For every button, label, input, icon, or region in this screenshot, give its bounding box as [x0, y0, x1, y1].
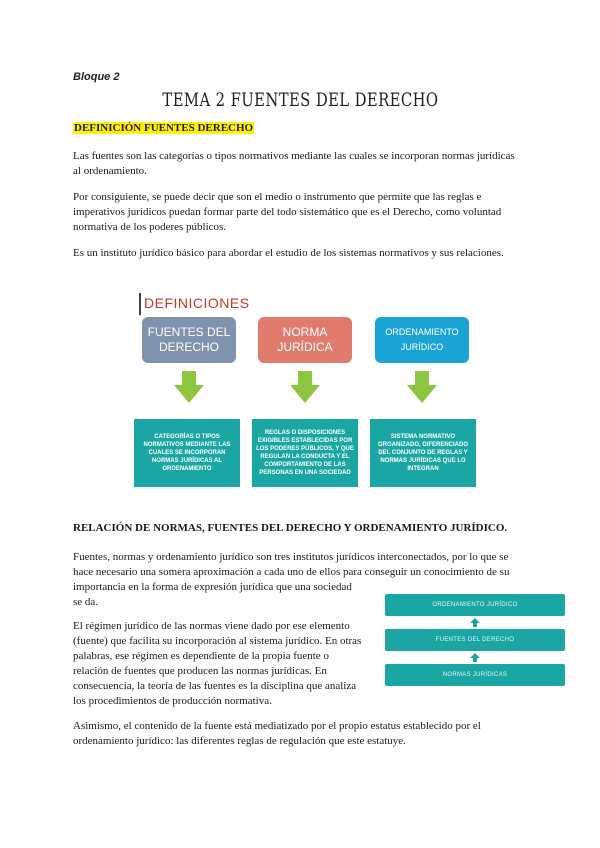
paragraph: Asimismo, el contenido de la fuente está mediatizado por el propio estatus establecido por el ordenamiento jurídico: las diferentes reglas de regulación que este estatuye.	[73, 720, 481, 747]
relation-diagram	[385, 592, 565, 692]
definition-box-ordenamiento	[370, 419, 476, 487]
concept-label: ORDENAMIENTO JURÍDICO	[385, 327, 459, 352]
definitions-diagram	[122, 277, 485, 499]
definition-box-norma	[252, 419, 358, 487]
relation-label: NORMAS JURÍDICAS	[442, 672, 508, 678]
paragraph: Por consiguiente, se puede decir que son el medio o instrumento que permite que las reglas e imperativos jurídicos puedan formar parte del todo sistemático que es el Derecho, como voluntad normativa de los poderes públicos.	[73, 191, 502, 233]
definition-text: SISTEMA NORMATIVO ORGANIZADO, DIFERENCIADO DEL CONJUNTO DE REGLAS Y NORMAS JURÍDICAS QUE LO INTEGRAN	[378, 434, 468, 472]
down-arrow-icon	[290, 371, 320, 403]
page-title: TEMA 2 FUENTES DEL DERECHO	[162, 89, 439, 111]
concept-box-ordenamiento	[375, 317, 469, 363]
down-arrow-icon	[174, 371, 204, 403]
up-arrow-icon	[470, 618, 480, 627]
definition-text: CATEGORÍAS O TIPOS NORMATIVOS MEDIANTE LAS CUALES SE INCORPORAN NORMAS JURÍDICAS AL ORDENAMIENTO	[143, 434, 231, 472]
relation-label: FUENTES DEL DERECHO	[435, 637, 515, 643]
title-accent-bar	[139, 293, 141, 315]
section-heading-definicion: DEFINICIÓN FUENTES DERECHO	[74, 122, 254, 134]
relation-bar-normas	[385, 664, 565, 686]
concept-label: NORMA JURÍDICA	[277, 325, 333, 354]
section-heading-relacion: RELACIÓN DE NORMAS, FUENTES DEL DERECHO Y ORDENAMIENTO JURÍDICO.	[73, 522, 508, 534]
up-arrow-icon	[470, 653, 480, 662]
paragraph: se da.	[73, 596, 99, 608]
relation-bar-fuentes	[385, 629, 565, 651]
definition-box-fuentes	[134, 419, 240, 487]
definition-text: REGLAS O DISPOSICIONES EXIGIBLES ESTABLECIDAS POR LOS PODERES PÚBLICOS, Y QUE REGULAN LA CONDUCTA Y EL COMPORTAMIENTO DE LAS PERSONAS EN UNA SOCIEDAD	[256, 430, 354, 476]
concept-label: FUENTES DEL DERECHO	[147, 325, 231, 354]
paragraph: Fuentes, normas y ordenamiento jurídico son tres institutos jurídicos interconectados, por lo que se hace necesario una somera aproximación a cada uno de ellos para conseguir un conocimiento de su importancia en la forma de expresión jurídica que una sociedad	[73, 551, 510, 593]
block-label: Bloque 2	[73, 71, 120, 83]
paragraph: El régimen jurídico de las normas viene dado por ese elemento (fuente) que facilita su incorporación al sistema jurídico. En otras palabras, ese régimen es dependiente de la propia fuente o relación de fuentes que producen las normas jurídicas. En consecuencia, la teoría de las fuentes es la disciplina que analiza los procedimientos de producción normativa.	[73, 620, 362, 707]
paragraph: Es un instituto jurídico básico para abordar el estudio de los sistemas normativos y sus relaciones.	[73, 247, 504, 259]
concept-box-norma	[258, 317, 352, 363]
relation-bar-ordenamiento	[385, 594, 565, 616]
relation-label: ORDENAMIENTO JURÍDICO	[432, 602, 518, 608]
down-arrow-icon	[407, 371, 437, 403]
paragraph: Las fuentes son las categorías o tipos normativos mediante las cuales se incorporan normas jurídicas al ordenamiento.	[73, 150, 515, 177]
diagram-title: DEFINICIONES	[144, 295, 250, 311]
concept-box-fuentes	[142, 317, 236, 363]
